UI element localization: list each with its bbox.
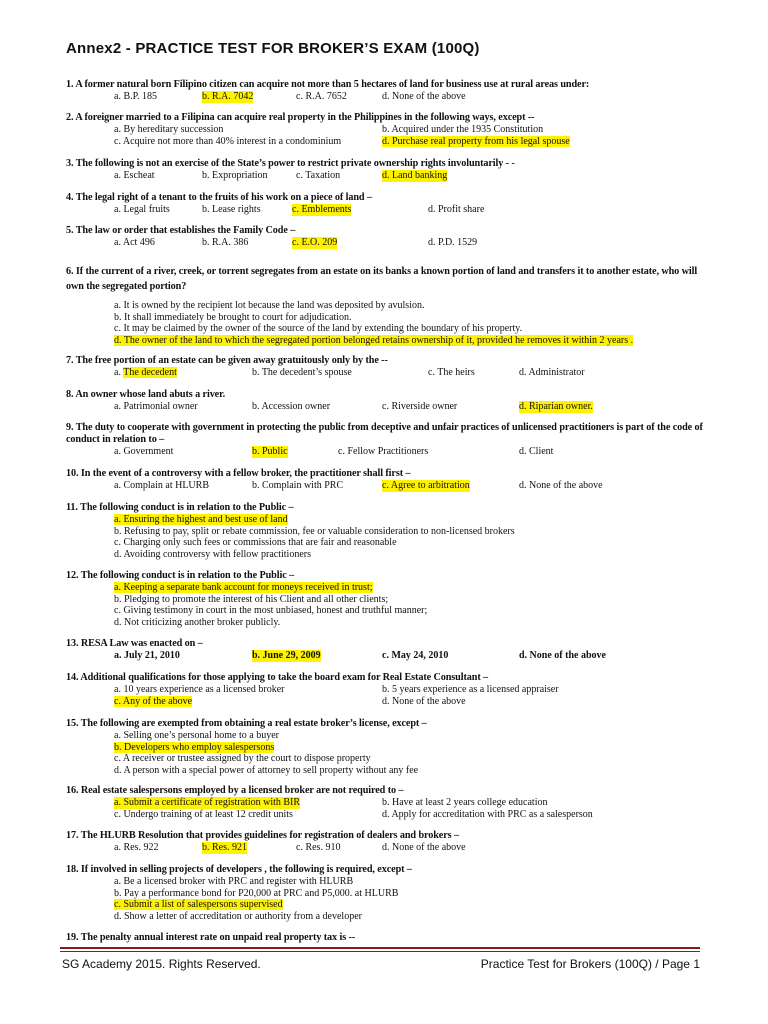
question-stem: 10. In the event of a controversy with a fellow broker, the practitioner shall first – xyxy=(66,468,411,479)
option-c-answer: c. Submit a list of salespersons supervised xyxy=(114,899,283,910)
option-d-answer: d. Riparian owner. xyxy=(519,401,593,412)
option-a: a. Patrimonial owner xyxy=(114,401,198,412)
option-c: c. Charging only such fees or commissions that are fair and reasonable xyxy=(114,537,397,548)
question-stem: 17. The HLURB Resolution that provides guidelines for registration of dealers and brokers – xyxy=(66,830,459,841)
question-3 xyxy=(66,158,706,182)
question-13 xyxy=(66,638,706,662)
option-b: b. It shall immediately be brought to court for adjudication. xyxy=(114,311,352,323)
option-c: c. Giving testimony in court in the most unbiased, honest and truthful manner; xyxy=(114,605,428,616)
option-a: a. July 21, 2010 xyxy=(114,650,180,661)
option-a: a. Res. 922 xyxy=(114,842,159,853)
option-b-answer: b. Res. 921 xyxy=(202,842,247,853)
option-c: c. The heirs xyxy=(428,367,475,378)
footer-page-label: Practice Test for Brokers (100Q) / Page 1 xyxy=(480,957,700,971)
question-4 xyxy=(66,192,706,216)
option-b: b. 5 years experience as a licensed appraiser xyxy=(382,684,559,695)
question-stem: 2. A foreigner married to a Filipina can acquire real property in the Philippines in the following ways, except -- xyxy=(66,112,535,123)
option-b: b. Acquired under the 1935 Constitution xyxy=(382,124,544,135)
option-c: c. Acquire not more than 40% interest in a condominium xyxy=(114,135,342,147)
page-title: Annex2 - PRACTICE TEST FOR BROKER’S EXAM (100Q) xyxy=(66,40,480,57)
option-c: c. Fellow Practitioners xyxy=(338,446,429,457)
option-b: b. Accession owner xyxy=(252,401,331,412)
option-b: b. Lease rights xyxy=(202,204,261,215)
question-1 xyxy=(66,79,706,103)
option-a: a. Complain at HLURB xyxy=(114,480,209,491)
question-stem: 1. A former natural born Filipino citizen can acquire not more than 5 hectares of land for business use at rural areas under: xyxy=(66,79,590,90)
option-b: b. Expropriation xyxy=(202,170,268,181)
option-a: a. Be a licensed broker with PRC and register with HLURB xyxy=(114,876,354,887)
option-d: d. None of the above xyxy=(382,842,466,853)
option-b: b. Complain with PRC xyxy=(252,480,344,491)
option-a: a. It is owned by the recipient lot because the land was deposited by avulsion. xyxy=(114,300,425,311)
question-stem: 13. RESA Law was enacted on – xyxy=(66,638,203,649)
option-a: a. Act 496 xyxy=(114,237,155,248)
option-b: b. Pay a performance bond for P20,000 at PRC and P5,000. at HLURB xyxy=(114,887,399,899)
question-stem: 6. If the current of a river, creek, or torrent segregates from an estate on its banks a known portion of land and transfers it to another estate, who will own the segregated portion? xyxy=(66,266,698,292)
option-c: c. A receiver or trustee assigned by the court to dispose property xyxy=(114,753,371,764)
option-c-answer: c. Emblements xyxy=(292,204,352,215)
question-stem: 19. The penalty annual interest rate on unpaid real property tax is -- xyxy=(66,932,356,943)
option-b-answer: b. Public xyxy=(252,446,288,457)
question-14 xyxy=(66,672,706,707)
option-c: c. Taxation xyxy=(296,170,341,181)
question-11 xyxy=(66,502,706,560)
option-b-answer: b. Developers who employ salespersons xyxy=(114,741,275,753)
question-stem: 5. The law or order that establishes the Family Code – xyxy=(66,225,296,236)
option-a: a. Government xyxy=(114,446,174,457)
question-18 xyxy=(66,864,706,922)
question-19 xyxy=(66,932,706,944)
question-2 xyxy=(66,112,706,147)
option-b: b. R.A. 386 xyxy=(202,237,249,248)
option-c: c. Res. 910 xyxy=(296,842,341,853)
option-d: d. Avoiding controversy with fellow practitioners xyxy=(114,548,311,560)
option-b: b. The decedent’s spouse xyxy=(252,367,352,378)
option-d: d. None of the above xyxy=(519,480,603,491)
question-stem: 12. The following conduct is in relation to the Public – xyxy=(66,570,295,581)
question-16 xyxy=(66,785,706,820)
question-6 xyxy=(66,264,706,346)
question-12 xyxy=(66,570,706,628)
option-d: d. Not criticizing another broker publicly. xyxy=(114,616,281,628)
option-d-answer: d. The owner of the land to which the segregated portion belonged retains ownership of it, provided he removes it within 2 years . xyxy=(114,334,634,346)
question-stem: 14. Additional qualifications for those applying to take the board exam for Real Estate Consultant – xyxy=(66,672,489,683)
option-b: b. Refusing to pay, split or rebate commission, fee or valuable consideration to non-licensed brokers xyxy=(114,525,515,537)
footer-copyright: SG Academy 2015. Rights Reserved. xyxy=(62,957,261,971)
question-7 xyxy=(66,355,706,379)
question-stem: 11. The following conduct is in relation to the Public – xyxy=(66,502,294,513)
question-8 xyxy=(66,389,706,413)
option-a-answer: a. Submit a certificate of registration with BIR xyxy=(114,797,301,808)
option-b-answer: b. June 29, 2009 xyxy=(252,650,321,661)
option-b-answer: b. R.A. 7042 xyxy=(202,91,254,102)
option-b: b. Have at least 2 years college education xyxy=(382,797,548,808)
question-17 xyxy=(66,830,706,854)
option-a: a. Selling one’s personal home to a buyer xyxy=(114,730,279,741)
option-c: c. It may be claimed by the owner of the source of the land by extending the boundary of his property. xyxy=(114,323,523,334)
question-stem: 4. The legal right of a tenant to the fruits of his work on a piece of land – xyxy=(66,192,372,203)
question-5 xyxy=(66,225,706,249)
option-c-answer: c. Any of the above xyxy=(114,695,193,707)
question-stem: 18. If involved in selling projects of developers , the following is required, except – xyxy=(66,864,412,875)
option-d: d. Profit share xyxy=(428,204,485,215)
question-10 xyxy=(66,468,706,492)
option-a: a. B.P. 185 xyxy=(114,91,158,102)
option-c: c. Undergo training of at least 12 credit units xyxy=(114,808,293,820)
option-d: d. None of the above xyxy=(382,695,466,707)
question-stem: 3. The following is not an exercise of the State’s power to restrict private ownership rights involuntarily - - xyxy=(66,158,515,169)
option-a-answer: a. Keeping a separate bank account for moneys received in trust; xyxy=(114,582,373,593)
option-a: a. By hereditary succession xyxy=(114,124,224,135)
option-a-answer-text: The decedent xyxy=(123,367,177,378)
option-c: c. May 24, 2010 xyxy=(382,650,449,661)
option-d: d. Administrator xyxy=(519,367,585,378)
option-a-answer: a. Ensuring the highest and best use of land xyxy=(114,514,288,525)
question-stem: 7. The free portion of an estate can be given away gratuitously only by the -- xyxy=(66,355,388,366)
option-d: d. P.D. 1529 xyxy=(428,237,478,248)
question-stem: 15. The following are exempted from obtaining a real estate broker’s license, except – xyxy=(66,718,427,729)
option-c-answer: c. Agree to arbitration xyxy=(382,480,470,491)
option-c: c. Riverside owner xyxy=(382,401,458,412)
option-a-answer: a. The decedent xyxy=(114,367,177,378)
option-d: d. None of the above xyxy=(519,650,606,661)
option-a: a. Legal fruits xyxy=(114,204,170,215)
question-stem: 16. Real estate salespersons employed by a licensed broker are not required to – xyxy=(66,785,404,796)
option-d-answer: d. Purchase real property from his legal spouse xyxy=(382,135,570,147)
footer-rule xyxy=(60,947,700,949)
option-a: a. Escheat xyxy=(114,170,155,181)
question-stem: 8. An owner whose land abuts a river. xyxy=(66,389,226,400)
option-d: d. A person with a special power of attorney to sell property without any fee xyxy=(114,764,419,776)
question-9 xyxy=(66,422,706,458)
question-stem: 9. The duty to cooperate with government in protecting the public from deceptive and unfair practices of unlicensed practitioners is part of the code of conduct in relation to – xyxy=(66,422,703,445)
option-c-answer: c. E.O. 209 xyxy=(292,237,338,248)
option-d: d. Show a letter of accreditation or authority from a developer xyxy=(114,910,362,922)
option-d: d. None of the above xyxy=(382,91,466,102)
option-d-answer: d. Land banking xyxy=(382,170,448,181)
option-d: d. Client xyxy=(519,446,554,457)
option-a: a. 10 years experience as a licensed broker xyxy=(114,684,285,695)
question-15 xyxy=(66,718,706,776)
footer-rule-thin xyxy=(60,951,700,952)
option-d: d. Apply for accreditation with PRC as a salesperson xyxy=(382,808,593,820)
option-c: c. R.A. 7652 xyxy=(296,91,347,102)
option-b: b. Pledging to promote the interest of his Client and all other clients; xyxy=(114,593,389,605)
